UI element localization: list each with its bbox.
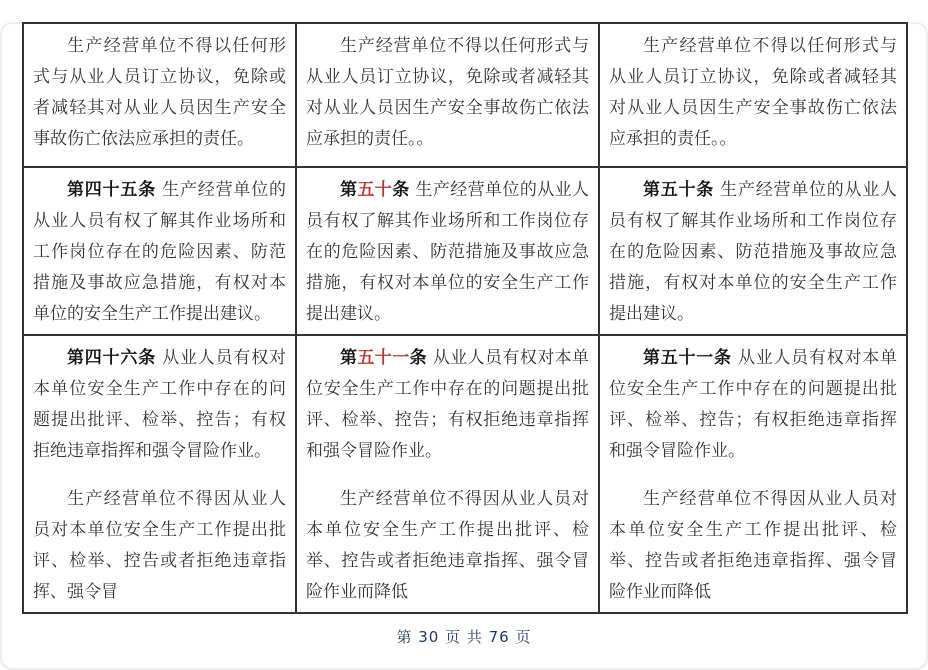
table-row bbox=[23, 23, 907, 167]
document-page bbox=[0, 22, 928, 670]
article-number-changed: 五十 bbox=[357, 180, 393, 200]
paragraph-run: 从业人员有权对本单位安全生产工作中存在的问题提出批评、检举、控告；有权拒绝违章指挥和强令冒险作业。 bbox=[33, 348, 286, 461]
paragraph bbox=[33, 343, 286, 467]
table-cell bbox=[296, 23, 599, 167]
article-number: 第五十条 bbox=[643, 180, 715, 200]
article-number-changed: 五十一 bbox=[357, 348, 410, 368]
page-number: 第 30 页 共 76 页 bbox=[396, 628, 532, 646]
article-number: 条 bbox=[409, 348, 428, 368]
paragraph-run: 生产经营单位的从业人员有权了解其作业场所和工作岗位存在的危险因素、防范措施及事故应急措施，有权对本单位的安全生产工作提出建议。 bbox=[33, 180, 286, 324]
table-row bbox=[23, 335, 907, 613]
paragraph bbox=[33, 175, 286, 330]
paragraph bbox=[306, 484, 589, 608]
paragraph-run: 从业人员有权对本单位安全生产工作中存在的问题提出批评、检举、控告；有权拒绝违章指挥和强令冒险作业。 bbox=[609, 348, 898, 461]
paragraph-run: 生产经营单位的从业人员有权了解其作业场所和工作岗位存在的危险因素、防范措施及事故应急措施，有权对本单位的安全生产工作提出建议。 bbox=[609, 180, 898, 324]
paragraph-run: 生产经营单位不得因从业人员对本单位安全生产工作提出批评、检举、控告或者拒绝违章指挥、强令冒险作业而降低 bbox=[306, 489, 589, 602]
paragraph bbox=[306, 175, 589, 330]
table-cell bbox=[599, 23, 907, 167]
table-cell bbox=[296, 167, 599, 335]
paragraph bbox=[306, 343, 589, 467]
article-number: 第 bbox=[340, 180, 358, 200]
page-footer bbox=[0, 626, 928, 647]
table-cell bbox=[23, 167, 296, 335]
paragraph bbox=[609, 175, 897, 330]
paragraph-run: 生产经营单位不得因从业人员对本单位安全生产工作提出批评、检举、控告或者拒绝违章指挥、强令冒险作业而降低 bbox=[609, 489, 897, 602]
paragraph bbox=[609, 343, 897, 467]
article-number: 第四十五条 bbox=[67, 180, 156, 200]
paragraph bbox=[33, 31, 286, 155]
table-cell bbox=[23, 335, 296, 613]
article-number: 条 bbox=[392, 180, 410, 200]
table-row bbox=[23, 167, 907, 335]
table-cell bbox=[599, 335, 907, 613]
table-cell bbox=[23, 23, 296, 167]
paragraph-run: 生产经营单位不得因从业人员对本单位安全生产工作提出批评、检举、控告或者拒绝违章指挥、强令冒 bbox=[33, 489, 286, 602]
paragraph-run: 生产经营单位不得以任何形式与从业人员订立协议，免除或者减轻其对从业人员因生产安全事故伤亡依法应承担的责任。。 bbox=[609, 36, 897, 149]
table-cell bbox=[599, 167, 907, 335]
paragraph bbox=[609, 31, 897, 155]
article-number: 第四十六条 bbox=[67, 348, 156, 368]
paragraph bbox=[306, 31, 589, 155]
paragraph bbox=[609, 484, 897, 608]
paragraph-run: 生产经营单位不得以任何形式与从业人员订立协议，免除或者减轻其对从业人员因生产安全事故伤亡依法应承担的责任。 bbox=[33, 36, 286, 149]
paragraph bbox=[33, 484, 286, 608]
paragraph-run: 从业人员有权对本单位安全生产工作中存在的问题提出批评、检举、控告；有权拒绝违章指挥和强令冒险作业。 bbox=[306, 348, 590, 461]
paragraph-run: 生产经营单位不得以任何形式与从业人员订立协议，免除或者减轻其对从业人员因生产安全事故伤亡依法应承担的责任。。 bbox=[306, 36, 589, 149]
article-number: 第 bbox=[340, 348, 358, 368]
paragraph-run: 生产经营单位的从业人员有权了解其作业场所和工作岗位存在的危险因素、防范措施及事故应急措施，有权对本单位的安全生产工作提出建议。 bbox=[306, 180, 590, 324]
law-comparison-table bbox=[22, 22, 908, 614]
article-number: 第五十一条 bbox=[643, 348, 732, 368]
table-cell bbox=[296, 335, 599, 613]
